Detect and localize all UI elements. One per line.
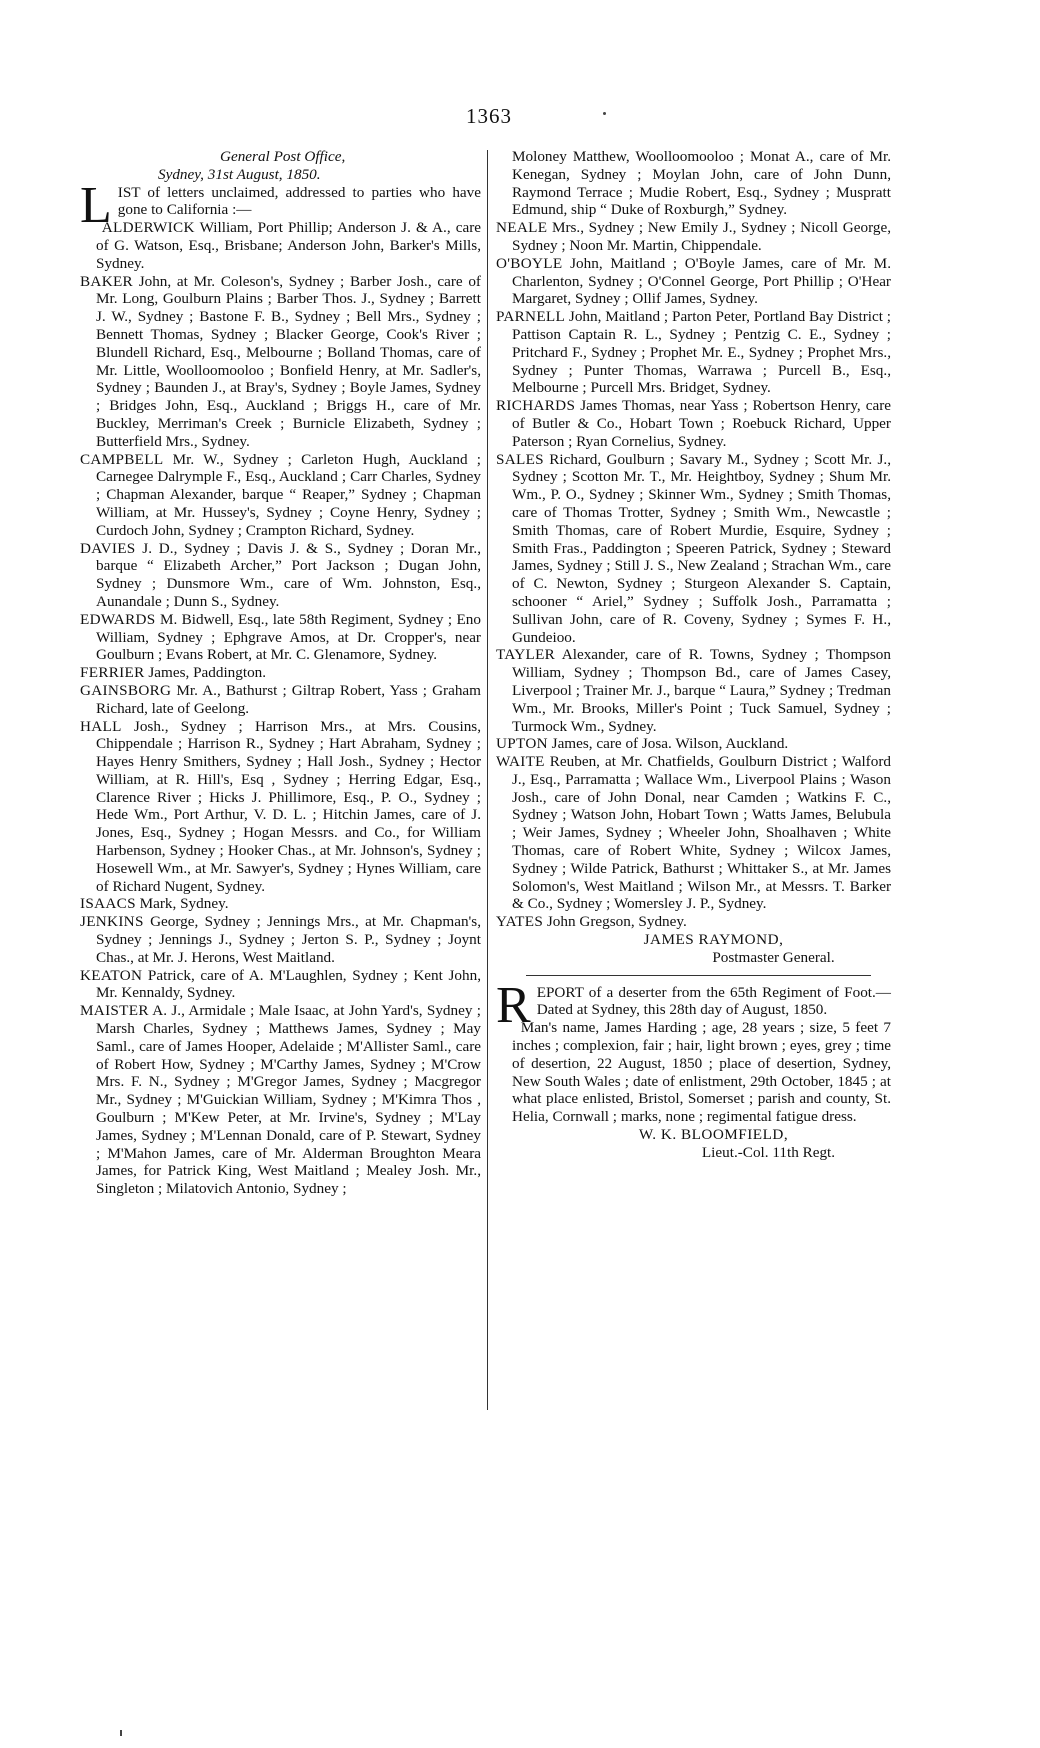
entry-surname: UPTON: [496, 735, 548, 753]
drop-cap: L: [80, 176, 112, 234]
letter-entry: [496, 451, 891, 647]
letter-entry: [80, 664, 481, 682]
letter-entry: [80, 1002, 481, 1198]
entry-text: Mr. W., Sydney ; Carleton Hugh, Auckland ; Carnegee Dalrymple F., Esq., Auckland ; Carr Charles, Sydney ; Chapman Alexander, barque “ Reaper,” Sydney ; Chapman William, at Mr. Hussey's, Sydney ; Coyne Henry, Sydney ; Curdoch John, Sydney ; Crampton Richard, Sydney.: [96, 450, 481, 539]
letter-entry: [80, 967, 481, 1003]
left-column: [80, 148, 481, 1198]
entry-surname: EDWARDS: [80, 610, 156, 628]
entry-text: Alexander, care of R. Towns, Sydney ; Thompson William, Sydney ; Thompson Bd., care of James Casey, Liverpool ; Trainer Mr. J., barque “ Laura,” Sydney ; Tredman Wm., Mr. Brooks, Miller's Point ; Tuck Samuel, Sydney ; Turmock Wm., Sydney.: [512, 646, 891, 735]
entry-text: Patrick, care of A. M'Laughlen, Sydney ; Kent John, Mr. Kennaldy, Sydney.: [96, 966, 481, 1002]
entry-text: John, Maitland ; O'Boyle James, care of Mr. M. Charlenton, Sydney ; O'Connel George, Port Phillip ; O'Hear Margaret, Sydney ; Ollif James, Sydney.: [512, 254, 891, 308]
letter-entry: [496, 735, 891, 753]
letter-entry: [496, 308, 891, 397]
entry-surname: FERRIER: [80, 664, 145, 682]
letter-entry: [80, 219, 481, 272]
column-divider: [487, 150, 488, 1410]
entry-text: James Thomas, near Yass ; Robertson Henry, care of Butler & Co., Hobart Town ; Roebuck Richard, Upper Paterson ; Ryan Cornelius, Sydney.: [512, 397, 891, 450]
entry-surname: TAYLER: [496, 646, 556, 664]
letter-entry: [80, 682, 481, 718]
entry-surname: GAINSBORG: [80, 681, 172, 699]
entry-text: John, Maitland ; Parton Peter, Portland Bay District ; Pattison Captain R. L., Sydney ; Pentzig C. E., Sydney ; Pritchard F., Sydney ; Prophet Mr. E., Sydney ; Prophet Mrs., Sydney ; Punter Thomas, Warrawa ; Purcell B., Esq., Melbourne ; Purcell Mrs. Bridget, Sydney.: [512, 308, 891, 397]
entry-surname: BAKER: [80, 272, 133, 290]
entry-text: Mr. A., Bathurst ; Giltrap Robert, Yass ; Graham Richard, late of Geelong.: [96, 681, 481, 717]
entry-text: A. J., Armidale ; Male Isaac, at John Yard's, Sydney ; Marsh Charles, Sydney ; Matthews James, Sydney ; May Saml., care of James Hooper, Adelaide ; M'Allister Saml., care of Robert How, Sydney ; M'Carthy James, Sydney ; M'Crow Mrs. F. N., Sydney ; M'Gregor James, Sydney ; Macgregor Mr., Sydney ; M'Guickian William, Sydney ; M'Kimra Thos , Goulburn ; M'Kew Peter, at Mr. Irvine's, Sydney ; M'Lay James, Sydney ; M'Lennan Donald, care of P. Stewart, Sydney ; M'Mahon James, care of Mr. Alderman Broughton Meara James, for Patrick King, West Maitland ; Mealey Josh. Mr., Singleton ; Milatovich Antonio, Sydney ;: [96, 1002, 481, 1198]
dateline-date: Sydney, 31st August, 1850.: [158, 165, 321, 183]
entry-text: William, Port Phillip; Anderson J. & A., care of G. Watson, Esq., Brisbane; Anderson John, Barker's Mills, Sydney.: [96, 219, 481, 272]
entry-surname: O'BOYLE: [496, 254, 563, 272]
entry-surname: CAMPBELL: [80, 450, 164, 468]
officer-name: W. K. BLOOMFIELD,: [638, 1126, 789, 1144]
continuation-entry: Moloney Matthew, Woolloomooloo ; Monat A., care of Mr. Kenegan, Sydney ; Moylan John, care of John Dunn, Raymond Terrace ; Mudie Robert, Esq., Sydney ; Muspratt Edmund, ship “ Duke of Roxburgh,” Sydney.: [512, 148, 891, 219]
letter-entry: [80, 895, 481, 913]
entry-surname: PARNELL: [496, 308, 566, 326]
entry-text: J. D., Sydney ; Davis J. & S., Sydney ; Doran Mr., barque “ Elizabeth Archer,” Port Jackson ; Dugan John, Sydney ; Dunsmore Wm., care of Wm. Johnston, Esq., Aunandale ; Dunn S., Sydney.: [96, 539, 481, 610]
entry-surname: KEATON: [80, 966, 143, 984]
entry-surname: ISAACS: [80, 895, 136, 913]
letter-entry: [80, 718, 481, 896]
dateline-office: General Post Office,: [220, 148, 346, 165]
letter-entry: [496, 255, 891, 308]
entry-surname: DAVIES: [80, 539, 136, 557]
entry-surname: HALL: [80, 717, 122, 735]
report-intro-text: EPORT of a deserter from the 65th Regiment of Foot.—Dated at Sydney, this 28th day of August, 1850.: [536, 983, 891, 1019]
entry-text: M. Bidwell, Esq., late 58th Regiment, Sydney ; Eno William, Sydney ; Ephgrave Amos, at Dr. Cropper's, near Goulburn ; Evans Robert, at Mr. C. Glenamore, Sydney.: [96, 610, 481, 664]
entry-text: Mark, Sydney.: [135, 895, 229, 913]
deserter-details: Man's name, James Harding ; age, 28 years ; size, 5 feet 7 inches ; complexion, fair ; hair, light brown ; eyes, grey ; time of desertion, 22 August, 1850 ; place of desertion, Sydney, New South Wales ; date of enlistment, 29th October, 1845 ; at what place enlisted, Bristol, Somerset ; parish and county, St. Helia, Cornwall ; marks, none ; regimental fatigue dress.: [512, 1019, 891, 1126]
ink-speck: [120, 1730, 122, 1736]
letter-entries-right: [496, 219, 891, 931]
letter-entry: [496, 219, 891, 255]
letter-entries-left: [80, 219, 481, 1198]
letter-entry: [80, 611, 481, 664]
entry-text: Reuben, at Mr. Chatfields, Goulburn District ; Walford J., Esq., Parramatta ; Wallace Wm., Liverpool Plains ; Wason Josh., care of John Donal, near Camden ; Watkins F. C., Sydney ; Watson John, Hobart Town ; Watts James, Belubula ; Weir James, Sydney ; Wheeler John, Shoalhaven ; White Thomas, care of Robert White, Sydney ; Wilcox James, Sydney ; Wilde Patrick, Bathurst ; Whittaker S., at Mr. James Solomon's, West Maitland ; Wilson Mr., at Messrs. T. Barker & Co., Sydney ; Womersley J. P., Sydney.: [512, 753, 891, 913]
entry-surname: MAISTER: [80, 1002, 149, 1020]
page-number: 1363: [466, 104, 512, 128]
entry-surname: NEALE: [496, 219, 548, 237]
letter-entry: [80, 451, 481, 540]
deserter-report-intro: [496, 976, 891, 1034]
section-rule: [526, 975, 871, 976]
entry-text: John Gregson, Sydney.: [543, 913, 687, 931]
ink-speck: [603, 112, 606, 115]
letter-entry: [496, 753, 891, 913]
letter-entry: [80, 540, 481, 611]
entry-text: Josh., Sydney ; Harrison Mrs., at Mrs. Cousins, Chippendale ; Harrison R., Sydney ; Hart Abraham, Sydney ; Hayes Henry Smithers, Sydney ; Hall Josh., Sydney ; Hector William, at R. Hill's, Esq , Sydney ; Herring Edgar, Esq., Clarence River ; Hicks J. Phillimore, Esq., P. O., Sydney ; Hede Wm., Port Arthur, V. D. L. ; Hitchin James, care of J. Jones, Esq., Sydney ; Hogan Messrs. and Co., for William Harbenson, Sydney ; Hooker Chas., at Mr. Johnson's, Sydney ; Hosewell Wm., at Mr. Sawyer's, Sydney ; Hynes William, care of Richard Nugent, Sydney.: [96, 717, 481, 895]
letter-entry: [496, 913, 891, 931]
entry-surname: RICHARDS: [496, 397, 576, 415]
entry-surname: JENKINS: [80, 913, 144, 931]
letter-entry: [496, 646, 891, 735]
entry-text: George, Sydney ; Jennings Mrs., at Mr. Chapman's, Sydney ; Jennings J., Sydney ; Jerton S. P., Sydney ; Joynt Chas., at Mr. J. Herons, West Maitland.: [96, 913, 481, 966]
entry-text: James, care of Josa. Wilson, Auckland.: [547, 735, 789, 753]
entry-text: James, Paddington.: [144, 664, 267, 682]
right-column: [496, 148, 891, 1162]
entry-text: Richard, Goulburn ; Savary M., Sydney ; Scott Mr. J., Sydney ; Scotton Mr. T., Mr. Heightboy, Sydney ; Shum Mr. Wm., P. O., Sydney ; Skinner Wm., Sydney ; Smith Thomas, care of Thomas Trotter, Sydney ; Smith Wm., Newcastle ; Smith Thomas, care of Robert Murdie, Esquire, Sydney ; Smith Fras., Paddington ; Speeren Patrick, Sydney ; Steward James, Sydney ; Still J. S., New Zealand ; Strachan Wm., care of C. Newton, Sydney ; Sturgeon Alexander S. Captain, schooner “ Ariel,” Sydney ; Suffolk Josh., Parramatta ; Sullivan John, care of R. Coveny, Sydney ; Symes F. H., Gundeioo.: [512, 450, 891, 646]
signatory-name: JAMES RAYMOND,: [643, 931, 784, 949]
entry-surname: WAITE: [496, 753, 545, 771]
signatory-title: Postmaster General.: [712, 948, 835, 966]
entry-surname: SALES: [496, 450, 544, 468]
entry-text: Mrs., Sydney ; New Emily J., Sydney ; Nicoll George, Sydney ; Noon Mr. Martin, Chippendale.: [512, 219, 891, 254]
drop-cap: R: [496, 976, 531, 1034]
letter-entry: [80, 913, 481, 966]
officer-title: Lieut.-Col. 11th Regt.: [701, 1143, 836, 1161]
entry-text: John, at Mr. Coleson's, Sydney ; Barber Josh., care of Mr. Long, Goulburn Plains ; Barber Thos. J., Sydney ; Barrett J. W., Sydney ; Bastone F. B., Sydney ; Bell Mrs., Sydney ; Bennett Thomas, Sydney ; Blacker George, Cook's River ; Blundell Richard, Esq., Melbourne ; Bolland Thomas, care of Mr. Little, Woolloomooloo ; Bonfield Henry, at Mr. Sadler's, Sydney ; Baunden J., at Bray's, Sydney ; Boyle James, Sydney ; Bridges John, Esq., Auckland ; Briggs H., care of Mr. Buckley, Merriman's Creek ; Burnicle Elizabeth, Sydney ; Butterfield Mrs., Sydney.: [96, 272, 481, 450]
dateline: [80, 148, 481, 184]
entry-surname: YATES: [496, 913, 544, 931]
letter-entry: [496, 397, 891, 450]
intro-text: IST of letters unclaimed, addressed to parties who have gone to California :—: [117, 183, 481, 219]
letter-entry: [80, 273, 481, 451]
entry-surname: ALDERWICK: [101, 219, 195, 237]
